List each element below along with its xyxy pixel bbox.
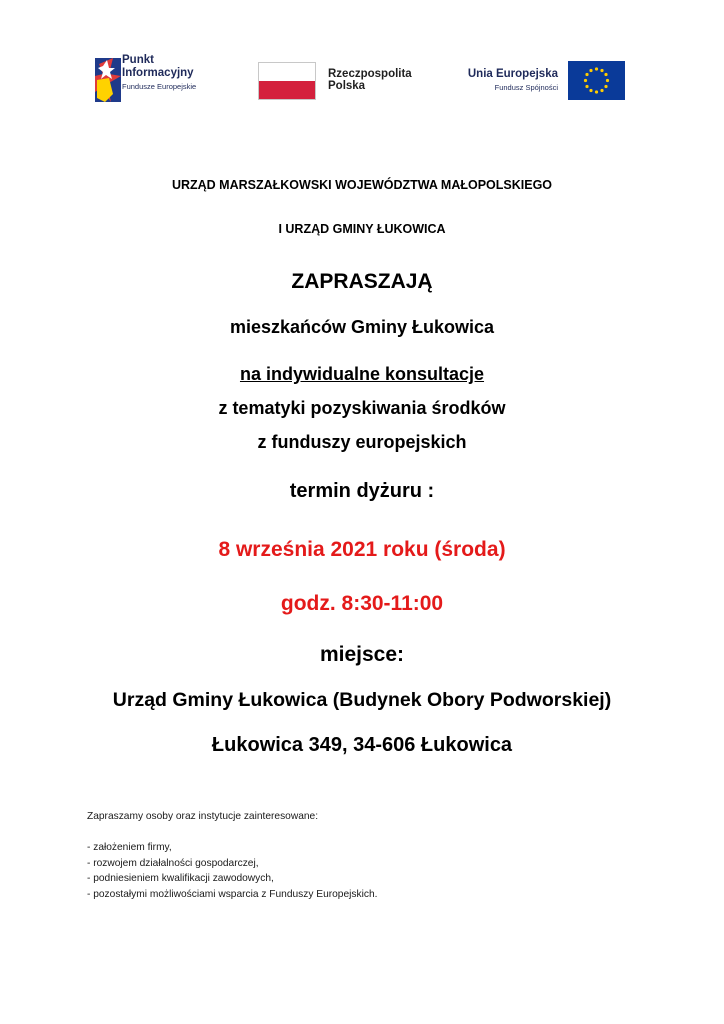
logo-subtext: Fundusze Europejskie [122,82,197,91]
eu-flag-icon [568,61,625,100]
event-date: 8 września 2021 roku (środa) [218,538,506,561]
organizer-line-2: I URZĄD GMINY ŁUKOWICA [278,222,446,236]
note-section [87,812,377,905]
logo-bar [0,52,724,106]
place-label: miejsce: [319,643,405,666]
topic-line-1: z tematyki pozyskiwania środków [218,398,506,418]
punkt-informacyjny-star-icon [95,54,121,104]
punkt-informacyjny-logo [95,52,235,106]
audience-line: mieszkańców Gminy Łukowica [229,317,495,337]
topic-line-2: z funduszy europejskich [257,432,467,452]
logo-text: Unia Europejska [467,68,558,80]
consultation-line: na indywidualne konsultacje [239,364,485,384]
list-item: - podniesieniem kwalifikacji zawodowych, [87,873,274,885]
unia-europejska-text [458,68,558,92]
punkt-informacyjny-text [122,55,196,91]
unia-europejska-logo [455,52,630,106]
list-item: - założeniem firmy, [87,842,172,854]
event-building: Urząd Gminy Łukowica (Budynek Obory Podworskiej) [112,689,612,711]
rzeczpospolita-polska-text [328,68,412,92]
list-item: - rozwojem działalności gospodarczej, [87,857,259,869]
note-intro: Zapraszamy osoby oraz instytucje zainteresowane: [87,811,319,822]
organizer-line-1: URZĄD MARSZAŁKOWSKI WOJEWÓDZTWA MAŁOPOLSKIEGO [171,178,553,192]
logo-subtext: Fundusz Spójności [494,83,558,92]
event-address: Łukowica 349, 34-606 Łukowica [211,734,513,756]
list-item: - pozostałymi możliwościami wsparcia z Funduszy Europejskich. [87,888,378,900]
logo-text: Rzeczpospolita [328,68,412,80]
logo-text: Punkt [122,54,154,66]
term-label: termin dyżuru : [289,480,435,502]
invite-heading: ZAPRASZAJĄ [291,270,433,293]
event-hours: godz. 8:30-11:00 [280,592,444,615]
note-list [87,843,377,905]
polish-flag-icon [258,62,316,100]
logo-text: Informacyjny [122,66,194,79]
rzeczpospolita-polska-logo [258,52,428,106]
logo-text: Polska [328,80,366,93]
